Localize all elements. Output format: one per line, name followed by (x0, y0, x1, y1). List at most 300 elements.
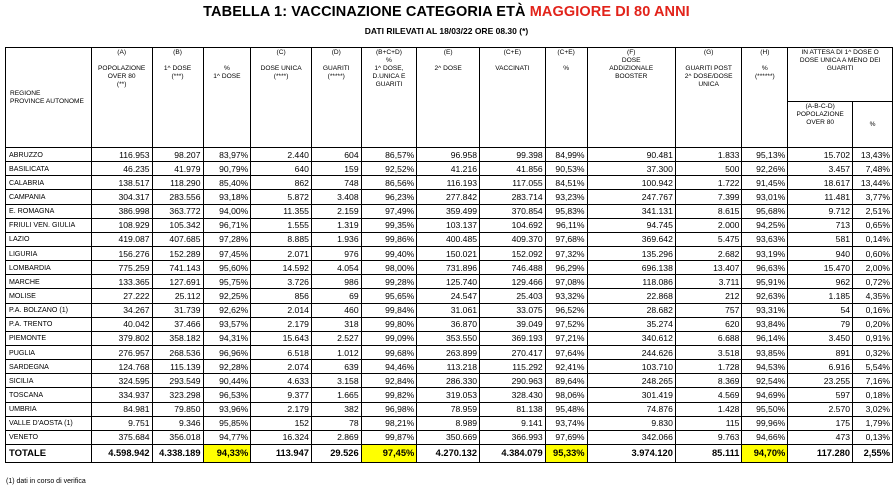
cell-f: 90.481 (587, 148, 675, 162)
region-name: ABRUZZO (6, 148, 92, 162)
total-e: 4.270.132 (417, 444, 480, 462)
table-row (6, 261, 893, 275)
cell-w: 3.457 (788, 162, 853, 176)
cell-a: 324.595 (91, 374, 152, 388)
cell-g: 6.688 (675, 331, 742, 345)
cell-g: 4.569 (675, 388, 742, 402)
cell-c: 9.377 (251, 388, 312, 402)
cell-ce: 33.075 (480, 303, 546, 317)
cell-wp: 0,13% (853, 430, 893, 444)
cell-g: 212 (675, 289, 742, 303)
cell-a: 304.317 (91, 190, 152, 204)
cell-wp: 0,65% (853, 218, 893, 232)
cell-ce: 104.692 (480, 218, 546, 232)
cell-w: 1.185 (788, 289, 853, 303)
cell-d: 748 (311, 176, 361, 190)
header-first-dose-pct: % 1^ DOSE (203, 48, 251, 148)
cell-bcd: 94,46% (361, 360, 417, 374)
cell-ce: 81.138 (480, 402, 546, 416)
cell-p1: 93,18% (203, 190, 251, 204)
cell-cep: 93,23% (545, 190, 587, 204)
cell-h: 96,63% (742, 261, 788, 275)
cell-g: 500 (675, 162, 742, 176)
cell-bcd: 96,98% (361, 402, 417, 416)
cell-a: 156.276 (91, 246, 152, 260)
cell-ce: 129.466 (480, 275, 546, 289)
cell-b: 152.289 (152, 246, 203, 260)
cell-cep: 92,41% (545, 360, 587, 374)
cell-bcd: 99,82% (361, 388, 417, 402)
cell-f: 118.086 (587, 275, 675, 289)
cell-a: 334.937 (91, 388, 152, 402)
cell-c: 856 (251, 289, 312, 303)
cell-p1: 95,60% (203, 261, 251, 275)
cell-wp: 2,00% (853, 261, 893, 275)
cell-h: 92,63% (742, 289, 788, 303)
cell-ce: 9.141 (480, 416, 546, 430)
region-name: CAMPANIA (6, 190, 92, 204)
cell-a: 34.267 (91, 303, 152, 317)
cell-a: 133.365 (91, 275, 152, 289)
region-name: MARCHE (6, 275, 92, 289)
region-name: PIEMONTE (6, 331, 92, 345)
cell-w: 6.916 (788, 360, 853, 374)
cell-f: 94.745 (587, 218, 675, 232)
cell-p1: 96,96% (203, 345, 251, 359)
cell-f: 37.300 (587, 162, 675, 176)
title-prefix: TABELLA 1: VACCINAZIONE CATEGORIA ETÀ (203, 4, 530, 20)
cell-c: 2.179 (251, 402, 312, 416)
cell-c: 2.014 (251, 303, 312, 317)
cell-a: 108.929 (91, 218, 152, 232)
region-name: VALLE D'AOSTA (1) (6, 416, 92, 430)
footnote: (1) dati in corso di verifica (6, 478, 86, 485)
region-name: CALABRIA (6, 176, 92, 190)
cell-e: 113.218 (417, 360, 480, 374)
cell-cep: 97,21% (545, 331, 587, 345)
header-first-dose: (B) 1^ DOSE (***) (152, 48, 203, 148)
cell-b: 31.739 (152, 303, 203, 317)
cell-e: 263.899 (417, 345, 480, 359)
cell-ce: 290.963 (480, 374, 546, 388)
cell-b: 407.685 (152, 232, 203, 246)
cell-c: 6.518 (251, 345, 312, 359)
total-label: TOTALE (6, 444, 92, 462)
cell-d: 460 (311, 303, 361, 317)
cell-h: 94,25% (742, 218, 788, 232)
cell-f: 247.767 (587, 190, 675, 204)
cell-bcd: 92,84% (361, 374, 417, 388)
total-a: 4.598.942 (91, 444, 152, 462)
cell-w: 473 (788, 430, 853, 444)
cell-w: 9.712 (788, 204, 853, 218)
cell-w: 962 (788, 275, 853, 289)
cell-e: 359.499 (417, 204, 480, 218)
cell-f: 9.830 (587, 416, 675, 430)
cell-e: 31.061 (417, 303, 480, 317)
table-row (6, 331, 893, 345)
cell-h: 95,68% (742, 204, 788, 218)
cell-w: 597 (788, 388, 853, 402)
cell-wp: 7,16% (853, 374, 893, 388)
cell-g: 7.399 (675, 190, 742, 204)
cell-wp: 13,44% (853, 176, 893, 190)
cell-h: 96,14% (742, 331, 788, 345)
header-recovered-post: (G) GUARITI POST 2^ DOSE/DOSE UNICA (675, 48, 742, 148)
cell-p1: 92,25% (203, 289, 251, 303)
cell-d: 69 (311, 289, 361, 303)
total-f: 3.974.120 (587, 444, 675, 462)
cell-g: 757 (675, 303, 742, 317)
cell-f: 696.138 (587, 261, 675, 275)
cell-h: 95,13% (742, 148, 788, 162)
cell-g: 8.369 (675, 374, 742, 388)
cell-w: 175 (788, 416, 853, 430)
total-d: 29.526 (311, 444, 361, 462)
cell-cep: 97,68% (545, 232, 587, 246)
header-recovered: (D) GUARITI (*****) (311, 48, 361, 148)
cell-f: 35.274 (587, 317, 675, 331)
cell-f: 342.066 (587, 430, 675, 444)
cell-f: 74.876 (587, 402, 675, 416)
cell-p1: 96,53% (203, 388, 251, 402)
cell-c: 2.179 (251, 317, 312, 331)
cell-cep: 96,29% (545, 261, 587, 275)
cell-g: 1.833 (675, 148, 742, 162)
cell-cep: 96,52% (545, 303, 587, 317)
table-row (6, 148, 893, 162)
cell-d: 1.012 (311, 345, 361, 359)
cell-cep: 97,08% (545, 275, 587, 289)
cell-p1: 92,28% (203, 360, 251, 374)
total-g: 85.111 (675, 444, 742, 462)
cell-a: 40.042 (91, 317, 152, 331)
cell-h: 93,19% (742, 246, 788, 260)
cell-d: 3.408 (311, 190, 361, 204)
cell-g: 115 (675, 416, 742, 430)
cell-c: 4.633 (251, 374, 312, 388)
cell-f: 301.419 (587, 388, 675, 402)
cell-f: 248.265 (587, 374, 675, 388)
table-row (6, 303, 893, 317)
cell-c: 15.643 (251, 331, 312, 345)
region-name: UMBRIA (6, 402, 92, 416)
cell-b: 356.018 (152, 430, 203, 444)
cell-f: 341.131 (587, 204, 675, 218)
cell-wp: 3,77% (853, 190, 893, 204)
cell-c: 152 (251, 416, 312, 430)
cell-w: 79 (788, 317, 853, 331)
table-row (6, 416, 893, 430)
cell-b: 9.346 (152, 416, 203, 430)
cell-e: 319.053 (417, 388, 480, 402)
header-bcd-pct: (B+C+D) % 1^ DOSE, D.UNICA E GUARITI (361, 48, 417, 148)
header-booster: (F) DOSE ADDIZIONALE BOOSTER (587, 48, 675, 148)
table-row (6, 430, 893, 444)
cell-c: 8.885 (251, 232, 312, 246)
region-name: SARDEGNA (6, 360, 92, 374)
cell-a: 46.235 (91, 162, 152, 176)
cell-f: 369.642 (587, 232, 675, 246)
total-w: 117.280 (788, 444, 853, 462)
cell-c: 5.872 (251, 190, 312, 204)
cell-wp: 0,32% (853, 345, 893, 359)
total-wp: 2,55% (853, 444, 893, 462)
cell-d: 318 (311, 317, 361, 331)
cell-d: 2.869 (311, 430, 361, 444)
header-population: (A) POPOLAZIONE OVER 80 (**) (91, 48, 152, 148)
cell-d: 2.159 (311, 204, 361, 218)
cell-c: 862 (251, 176, 312, 190)
cell-bcd: 99,84% (361, 303, 417, 317)
cell-wp: 0,60% (853, 246, 893, 260)
cell-ce: 283.714 (480, 190, 546, 204)
region-name: LIGURIA (6, 246, 92, 260)
cell-a: 9.751 (91, 416, 152, 430)
region-name: LAZIO (6, 232, 92, 246)
cell-d: 2.527 (311, 331, 361, 345)
cell-a: 775.259 (91, 261, 152, 275)
cell-w: 54 (788, 303, 853, 317)
cell-ce: 99.398 (480, 148, 546, 162)
cell-p1: 94,77% (203, 430, 251, 444)
cell-cep: 84,51% (545, 176, 587, 190)
cell-e: 24.547 (417, 289, 480, 303)
cell-b: 741.143 (152, 261, 203, 275)
cell-ce: 152.092 (480, 246, 546, 260)
cell-ce: 41.856 (480, 162, 546, 176)
cell-wp: 7,48% (853, 162, 893, 176)
cell-w: 940 (788, 246, 853, 260)
cell-wp: 4,35% (853, 289, 893, 303)
cell-a: 276.957 (91, 345, 152, 359)
cell-f: 22.868 (587, 289, 675, 303)
cell-p1: 97,45% (203, 246, 251, 260)
cell-wp: 0,91% (853, 331, 893, 345)
header-second-dose: (E) 2^ DOSE (417, 48, 480, 148)
cell-g: 1.722 (675, 176, 742, 190)
cell-d: 3.158 (311, 374, 361, 388)
table-row (6, 317, 893, 331)
header-region: REGIONE PROVINCE AUTONOME (6, 48, 92, 148)
cell-wp: 5,54% (853, 360, 893, 374)
cell-ce: 25.403 (480, 289, 546, 303)
cell-b: 98.207 (152, 148, 203, 162)
cell-a: 419.087 (91, 232, 152, 246)
cell-h: 92,54% (742, 374, 788, 388)
cell-bcd: 95,65% (361, 289, 417, 303)
region-name: LOMBARDIA (6, 261, 92, 275)
cell-f: 135.296 (587, 246, 675, 260)
cell-e: 78.959 (417, 402, 480, 416)
total-p1: 94,33% (203, 444, 251, 462)
cell-a: 124.768 (91, 360, 152, 374)
table-row (6, 374, 893, 388)
cell-d: 639 (311, 360, 361, 374)
cell-h: 94,53% (742, 360, 788, 374)
cell-h: 93,63% (742, 232, 788, 246)
cell-b: 41.979 (152, 162, 203, 176)
cell-wp: 0,20% (853, 317, 893, 331)
cell-c: 640 (251, 162, 312, 176)
cell-w: 3.450 (788, 331, 853, 345)
header-waiting-population: (A-B-C-D) POPOLAZIONE OVER 80 (788, 102, 853, 148)
cell-d: 976 (311, 246, 361, 260)
total-bcd: 97,45% (361, 444, 417, 462)
cell-c: 2.074 (251, 360, 312, 374)
table-row (6, 162, 893, 176)
table-row (6, 275, 893, 289)
cell-b: 268.536 (152, 345, 203, 359)
cell-cep: 97,32% (545, 246, 587, 260)
cell-h: 93,31% (742, 303, 788, 317)
cell-bcd: 99,35% (361, 218, 417, 232)
region-name: SICILIA (6, 374, 92, 388)
cell-w: 713 (788, 218, 853, 232)
cell-f: 28.682 (587, 303, 675, 317)
cell-cep: 95,83% (545, 204, 587, 218)
cell-wp: 0,16% (853, 303, 893, 317)
cell-b: 79.850 (152, 402, 203, 416)
cell-g: 1.728 (675, 360, 742, 374)
cell-e: 286.330 (417, 374, 480, 388)
region-name: TOSCANA (6, 388, 92, 402)
cell-e: 125.740 (417, 275, 480, 289)
cell-h: 95,50% (742, 402, 788, 416)
total-ce: 4.384.079 (480, 444, 546, 462)
cell-p1: 93,57% (203, 317, 251, 331)
cell-b: 358.182 (152, 331, 203, 345)
table-row (6, 204, 893, 218)
cell-w: 18.617 (788, 176, 853, 190)
header-single-dose: (C) DOSE UNICA (****) (251, 48, 312, 148)
cell-ce: 366.993 (480, 430, 546, 444)
cell-w: 15.702 (788, 148, 853, 162)
cell-h: 95,91% (742, 275, 788, 289)
cell-wp: 13,43% (853, 148, 893, 162)
cell-h: 93,85% (742, 345, 788, 359)
cell-a: 116.953 (91, 148, 152, 162)
cell-c: 3.726 (251, 275, 312, 289)
cell-h: 93,01% (742, 190, 788, 204)
region-name: P.A. BOLZANO (1) (6, 303, 92, 317)
region-name: VENETO (6, 430, 92, 444)
cell-p1: 83,97% (203, 148, 251, 162)
cell-h: 94,69% (742, 388, 788, 402)
total-cep: 95,33% (545, 444, 587, 462)
cell-d: 78 (311, 416, 361, 430)
cell-h: 92,26% (742, 162, 788, 176)
table-row (6, 345, 893, 359)
cell-d: 1.665 (311, 388, 361, 402)
cell-e: 96.958 (417, 148, 480, 162)
cell-b: 293.549 (152, 374, 203, 388)
cell-cep: 89,64% (545, 374, 587, 388)
cell-d: 986 (311, 275, 361, 289)
cell-h: 99,96% (742, 416, 788, 430)
cell-f: 340.612 (587, 331, 675, 345)
cell-a: 84.981 (91, 402, 152, 416)
cell-g: 3.711 (675, 275, 742, 289)
region-name: MOLISE (6, 289, 92, 303)
table-row (6, 218, 893, 232)
cell-ce: 117.055 (480, 176, 546, 190)
cell-e: 277.842 (417, 190, 480, 204)
cell-bcd: 99,68% (361, 345, 417, 359)
cell-p1: 90,44% (203, 374, 251, 388)
cell-f: 103.710 (587, 360, 675, 374)
cell-wp: 3,02% (853, 402, 893, 416)
cell-e: 116.193 (417, 176, 480, 190)
cell-p1: 92,62% (203, 303, 251, 317)
total-c: 113.947 (251, 444, 312, 462)
cell-a: 386.998 (91, 204, 152, 218)
cell-p1: 95,75% (203, 275, 251, 289)
cell-b: 323.298 (152, 388, 203, 402)
cell-cep: 93,74% (545, 416, 587, 430)
cell-g: 8.615 (675, 204, 742, 218)
cell-cep: 96,11% (545, 218, 587, 232)
cell-cep: 90,53% (545, 162, 587, 176)
cell-b: 127.691 (152, 275, 203, 289)
cell-wp: 0,72% (853, 275, 893, 289)
cell-ce: 39.049 (480, 317, 546, 331)
table-row (6, 388, 893, 402)
cell-a: 379.802 (91, 331, 152, 345)
cell-cep: 95,48% (545, 402, 587, 416)
cell-e: 400.485 (417, 232, 480, 246)
cell-wp: 0,18% (853, 388, 893, 402)
cell-c: 11.355 (251, 204, 312, 218)
cell-a: 27.222 (91, 289, 152, 303)
cell-c: 14.592 (251, 261, 312, 275)
header-waiting-pct: % (853, 102, 893, 148)
table-row (6, 360, 893, 374)
cell-bcd: 98,21% (361, 416, 417, 430)
cell-bcd: 99,28% (361, 275, 417, 289)
cell-f: 244.626 (587, 345, 675, 359)
cell-e: 350.669 (417, 430, 480, 444)
cell-p1: 94,31% (203, 331, 251, 345)
cell-bcd: 92,52% (361, 162, 417, 176)
page-title (0, 4, 893, 20)
cell-wp: 1,79% (853, 416, 893, 430)
cell-bcd: 97,49% (361, 204, 417, 218)
cell-ce: 270.417 (480, 345, 546, 359)
table-row (6, 190, 893, 204)
total-h: 94,70% (742, 444, 788, 462)
table-row (6, 232, 893, 246)
cell-w: 11.481 (788, 190, 853, 204)
region-name: P.A. TRENTO (6, 317, 92, 331)
cell-d: 382 (311, 402, 361, 416)
cell-bcd: 99,09% (361, 331, 417, 345)
cell-b: 105.342 (152, 218, 203, 232)
cell-b: 283.556 (152, 190, 203, 204)
cell-ce: 115.292 (480, 360, 546, 374)
cell-b: 118.290 (152, 176, 203, 190)
cell-w: 2.570 (788, 402, 853, 416)
cell-h: 93,84% (742, 317, 788, 331)
header-h-pct: (H) % (******) (742, 48, 788, 148)
cell-p1: 96,71% (203, 218, 251, 232)
cell-p1: 97,28% (203, 232, 251, 246)
title-highlight: MAGGIORE DI 80 ANNI (529, 4, 690, 20)
cell-e: 41.216 (417, 162, 480, 176)
cell-b: 115.139 (152, 360, 203, 374)
cell-p1: 85,40% (203, 176, 251, 190)
cell-g: 620 (675, 317, 742, 331)
